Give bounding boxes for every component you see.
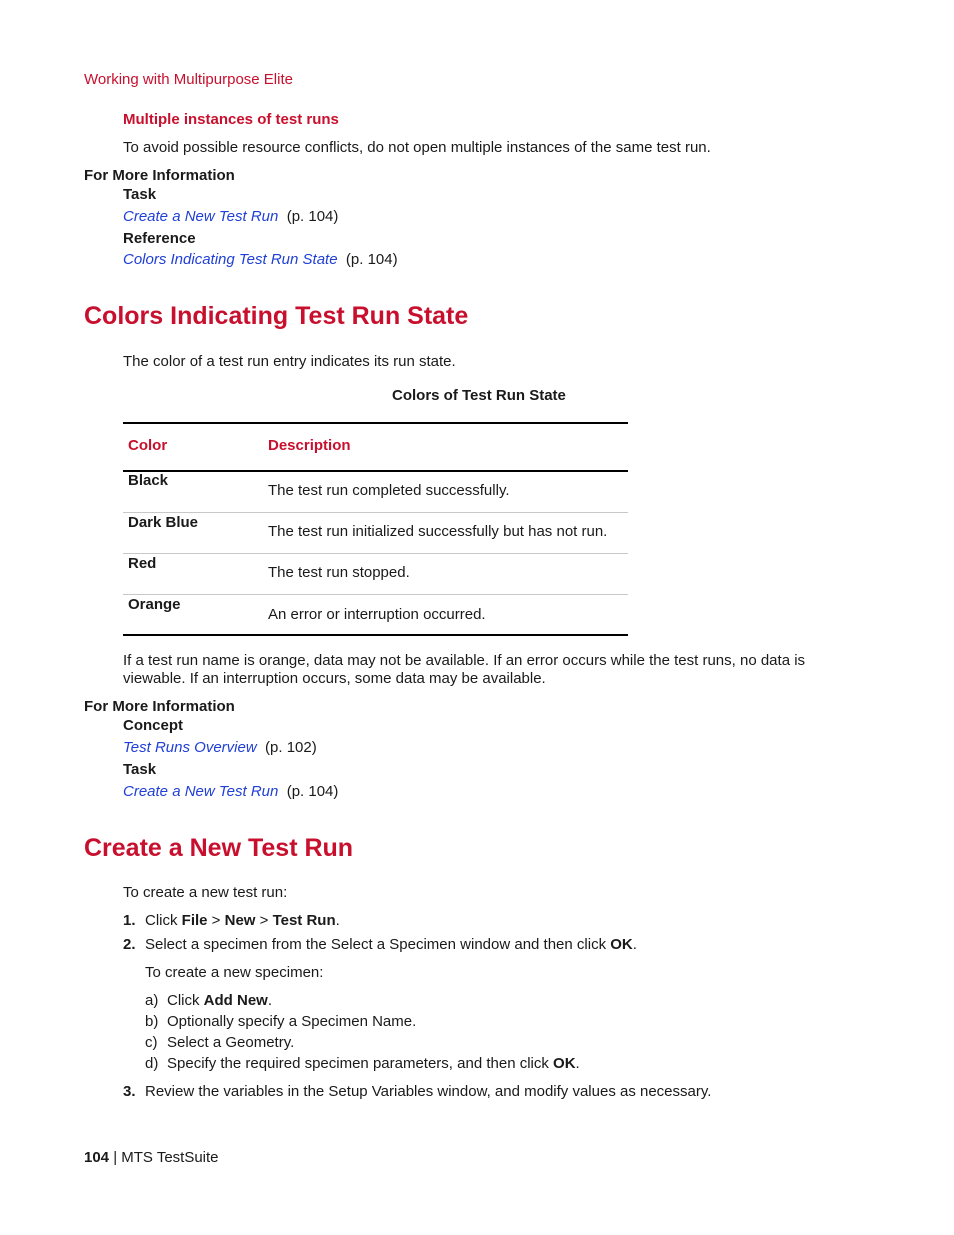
table-cell-description: The test run stopped. <box>268 564 410 581</box>
step-text: . <box>632 936 637 953</box>
xref-page: (p. 104) <box>286 208 339 225</box>
ui-term: Test Run <box>272 912 336 929</box>
table-cell-color: Red <box>128 555 157 572</box>
more-info-title: For More Information <box>84 167 235 184</box>
step-text: Click <box>167 992 204 1009</box>
more-info-entry <box>123 739 317 756</box>
step-number: 1. <box>123 912 136 929</box>
ui-term: OK <box>553 1055 576 1072</box>
more-info-label: Task <box>123 186 157 203</box>
table-caption: Colors of Test Run State <box>392 387 566 404</box>
table-header-rule <box>123 470 628 472</box>
more-info-label: Concept <box>123 717 183 734</box>
table-top-rule <box>123 422 628 424</box>
ui-term: New <box>224 912 256 929</box>
substep-a <box>145 992 272 1009</box>
substep-d <box>145 1055 580 1072</box>
row-divider <box>123 553 628 554</box>
more-info-label: Reference <box>123 230 196 247</box>
step-text: . <box>335 912 340 929</box>
step-number: 2. <box>123 936 136 953</box>
step-text: . <box>575 1055 580 1072</box>
substep-b <box>145 1013 416 1030</box>
ui-term: File <box>181 912 208 929</box>
table-cell-description: An error or interruption occurred. <box>268 606 486 623</box>
step-number: 3. <box>123 1083 136 1100</box>
step-text: Specify the required specimen parameters, and then click <box>167 1055 554 1072</box>
subsection-heading: Multiple instances of test runs <box>123 111 339 128</box>
table-header-description: Description <box>268 437 351 454</box>
paragraph: To create a new specimen: <box>145 964 324 981</box>
product-name: MTS TestSuite <box>121 1149 219 1166</box>
step-3 <box>123 1083 711 1100</box>
table-header-color: Color <box>128 437 168 454</box>
step-text: Select a Geometry. <box>167 1034 295 1051</box>
xref-page: (p. 104) <box>345 251 398 268</box>
more-info-entry <box>123 251 398 268</box>
table-cell-description: The test run initialized successfully but has not run. <box>268 523 608 540</box>
step-text: . <box>267 992 273 1009</box>
page-footer <box>84 1149 219 1166</box>
step-2 <box>123 936 637 953</box>
paragraph: If a test run name is orange, data may not be available. If an error occurs while the test runs, no data is <box>123 652 806 669</box>
table-cell-color: Black <box>128 472 169 489</box>
step-text: Review the variables in the Setup Variables window, and modify values as necessary. <box>145 1083 712 1100</box>
table-cell-color: Orange <box>128 596 181 613</box>
step-text: Select a specimen from the Select a Specimen window and then click <box>145 936 611 953</box>
table-cell-color: Dark Blue <box>128 514 199 531</box>
substep-letter: c) <box>145 1034 158 1051</box>
more-info-title: For More Information <box>84 698 235 715</box>
more-info-entry <box>123 208 338 225</box>
xref-link[interactable]: Create a New Test Run <box>123 783 279 800</box>
substep-letter: a) <box>145 992 159 1009</box>
page-number: 104 <box>84 1149 110 1166</box>
paragraph: The color of a test run entry indicates its run state. <box>123 353 456 370</box>
substep-letter: d) <box>145 1055 159 1072</box>
table-cell-description: The test run completed successfully. <box>268 482 510 499</box>
section-heading: Create a New Test Run <box>84 834 354 862</box>
more-info-entry <box>123 783 338 800</box>
more-info-label: Task <box>123 761 157 778</box>
xref-link[interactable]: Test Runs Overview <box>123 739 257 756</box>
substep-c <box>145 1034 294 1051</box>
row-divider <box>123 594 628 595</box>
xref-page: (p. 102) <box>265 739 317 756</box>
ui-term: OK <box>610 936 633 953</box>
paragraph: viewable. If an interruption occurs, some data may be available. <box>123 670 546 687</box>
xref-link[interactable]: Create a New Test Run <box>123 208 279 225</box>
running-header: Working with Multipurpose Elite <box>84 71 293 88</box>
paragraph: To create a new test run: <box>123 884 288 901</box>
table-bottom-rule <box>123 634 628 636</box>
step-text: > <box>207 912 225 929</box>
xref-link[interactable]: Colors Indicating Test Run State <box>123 251 338 268</box>
step-text: Optionally specify a Specimen Name. <box>167 1013 417 1030</box>
footer-separator: | <box>109 1149 122 1166</box>
row-divider <box>123 512 628 513</box>
step-text: Click <box>145 912 182 929</box>
xref-page: (p. 104) <box>286 783 339 800</box>
section-heading: Colors Indicating Test Run State <box>84 302 469 330</box>
step-text: > <box>255 912 273 929</box>
substep-letter: b) <box>145 1013 159 1030</box>
step-1 <box>123 912 340 929</box>
ui-term: Add New <box>203 992 268 1009</box>
paragraph: To avoid possible resource conflicts, do not open multiple instances of the same test run. <box>123 139 711 156</box>
